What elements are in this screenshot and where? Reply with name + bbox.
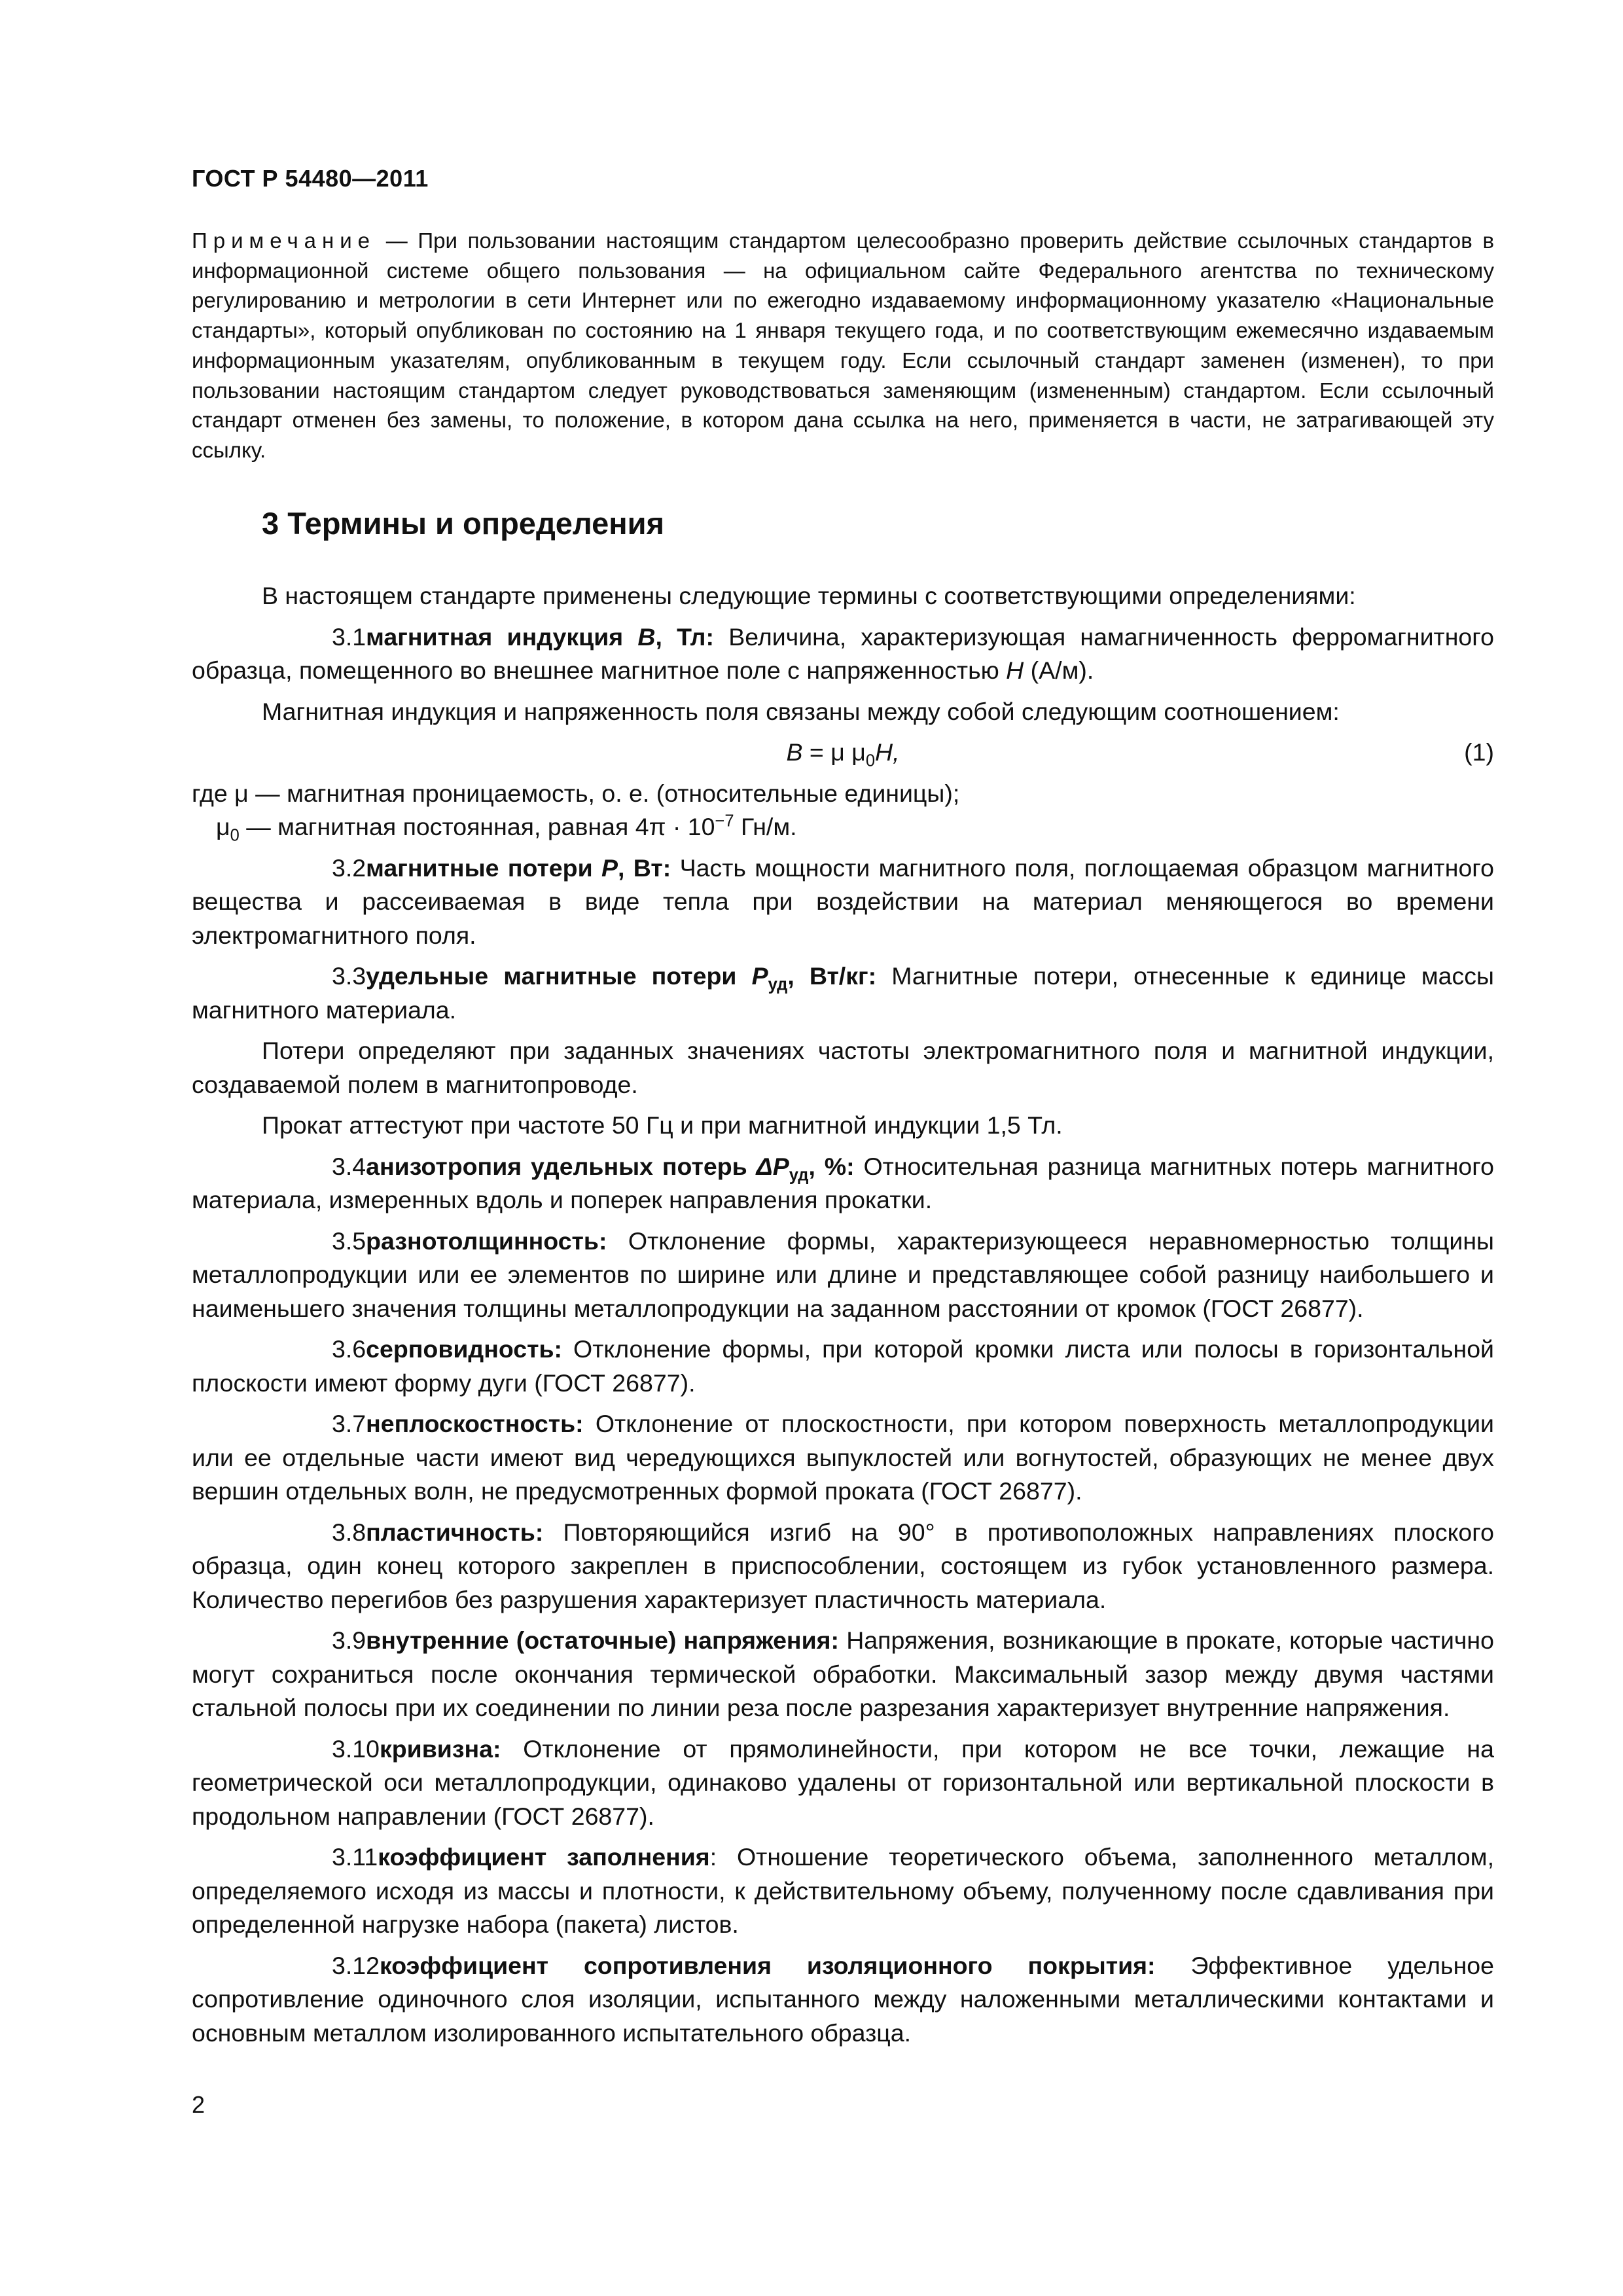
term-name: кривизна: (380, 1734, 501, 1763)
term-name: магнитная индукция B, Тл: (366, 622, 714, 651)
where-line-2: $\mu_0$ — магнитная постоянная, равная $4\pi \cdot 10^{-7}$ Гн/м. (216, 812, 797, 845)
note-label: Примечание (192, 228, 376, 253)
term-3-7: 3.7неплоскостность: Отклонение от плоскостности, при котором поверхность металлопродукции или ее отдельные части имеют вид чередующихся выпуклостей или вогнутостей, образующих не менее двух вершин отдельных волн, не предусмотренных формой проката (ГОСТ 26877). (192, 1410, 1494, 1505)
paragraph-losses: Потери определяют при заданных значениях частоты электромагнитного поля и магнитной индукции, создаваемой полем в магнитопроводе. (192, 1037, 1494, 1098)
term-3-6: 3.6серповидность: Отклонение формы, при которой кромки листа или полосы в горизонтальной плоскости имеют форму дуги (ГОСТ 26877). (192, 1335, 1494, 1397)
term-3-4: 3.4анизотропия удельных потерь $\Delta P_{уд}$, %: Относительная разница магнитных потерь магнитного материала, измеренных вдоль и поперек направления прокатки. (192, 1152, 1494, 1213)
note-text: — При пользовании настоящим стандартом целесообразно проверить действие ссылочных стандартов в информационной системе общего пользования — на официальном сайте Федерального агентства по техническому регулированию и метрологии в сети Интернет или по ежегодно издаваемому информационному указателю «Национальные стандарты», который опубликован по состоянию на 1 января текущего года, и по соответствующим ежемесячно издаваемым информационным указателям, опубликованным в текущем году. Если ссылочный стандарт заменен (изменен), то при пользовании настоящим стандартом следует руководствоваться заменяющим (измененным) стандартом. Если ссылочный стандарт отменен без замены, то положение, в котором дана ссылка на него, применяется в части, не затрагивающей эту ссылку. (192, 228, 1494, 462)
formula-expression: B = μ $\mu_0H$, (786, 738, 900, 770)
formula-1 (192, 736, 1494, 770)
section-body (192, 579, 1494, 2057)
paragraph-certification: Прокат аттестуют при частоте 50 Гц и при магнитной индукции 1,5 Тл. (262, 1111, 1063, 1139)
term-3-11: 3.11коэффициент заполнения: Отношение теоретического объема, заполненного металлом, определяемого исходя из массы и плотности, к действительному объему, полученному после сдавливания при определенной нагрузке набора (пакета) листов. (192, 1843, 1494, 1938)
term-3-12: 3.12коэффициент сопротивления изоляционного покрытия: Эффективное удельное сопротивление одиночного слоя изоляции, испытанного между наложенными металлическими контактами и основным металлом изолированного испытательного образца. (192, 1951, 1495, 2047)
term-name: пластичность: (366, 1518, 544, 1546)
page-number: 2 (192, 2091, 205, 2118)
where-line-1: где μ — магнитная проницаемость, о. е. (относительные единицы); (192, 779, 960, 807)
term-name: анизотропия удельных потерь $\Delta P_{уд}$, %: (366, 1152, 855, 1184)
intro-paragraph: В настоящем стандарте применены следующие термины с соответствующими определениями: (262, 582, 1356, 609)
note-paragraph (192, 226, 1494, 465)
term-name: разнотолщинность: (366, 1227, 607, 1255)
relation-paragraph: Магнитная индукция и напряженность поля связаны между собой следующим соотношением: (262, 697, 1340, 725)
term-3-1: 3.1магнитная индукция B, Тл: Величина, характеризующая намагниченность ферромагнитного образца, помещенного во внешнее магнитное поле с напряженностью H (А/м). (192, 622, 1495, 684)
term-name: серповидность: (366, 1335, 563, 1363)
term-name: неплоскостность: (366, 1410, 584, 1437)
term-name: удельные магнитные потери $P_{уд}$, Вт/кг: (366, 962, 877, 994)
section-title: 3 Термины и определения (262, 506, 664, 541)
term-3-5: 3.5разнотолщинность: Отклонение формы, характеризующееся неравномерностью толщины металлопродукции или ее элементов по ширине или длине и представляющее собой разницу наибольшего и наименьшего значения толщины металлопродукции на заданном расстоянии от кромок (ГОСТ 26877). (192, 1227, 1494, 1322)
term-name: коэффициент заполнения (378, 1843, 710, 1871)
term-3-3: 3.3удельные магнитные потери $P_{уд}$, Вт/кг: Магнитные потери, отнесенные к единице массы магнитного материала. (192, 962, 1494, 1024)
term-name: магнитные потери P, Вт: (366, 853, 671, 882)
term-name: коэффициент сопротивления изоляционного покрытия: (380, 1951, 1156, 1979)
term-name: внутренние (остаточные) напряжения: (366, 1626, 840, 1654)
term-3-9: 3.9внутренние (остаточные) напряжения: Напряжения, возникающие в прокате, которые частично могут сохраниться после окончания термической обработки. Максимальный зазор между двумя частями стальной полосы при их соединении по линии реза после разрезания характеризует внутренние напряжения. (192, 1626, 1494, 1721)
term-3-2: 3.2магнитные потери P, Вт: Часть мощности магнитного поля, поглощаемая образцом магнитного вещества и рассеиваемая в виде тепла при воздействии на материал меняющегося во времени электромагнитного поля. (192, 853, 1495, 949)
document-header: ГОСТ Р 54480—2011 (192, 165, 429, 192)
formula-number: (1) (1464, 738, 1494, 766)
term-3-10: 3.10кривизна: Отклонение от прямолинейности, при котором не все точки, лежащие на геометрической оси металлопродукции, одинаково удалены от горизонтальной или вертикальной плоскости в продольном направлении (ГОСТ 26877). (192, 1734, 1494, 1830)
term-3-8: 3.8пластичность: Повторяющийся изгиб на 90° в противоположных направлениях плоского образца, один конец которого закреплен в приспособлении, состоящем из губок установленного размера. Количество перегибов без разрушения характеризует пластичность материала. (192, 1518, 1494, 1613)
